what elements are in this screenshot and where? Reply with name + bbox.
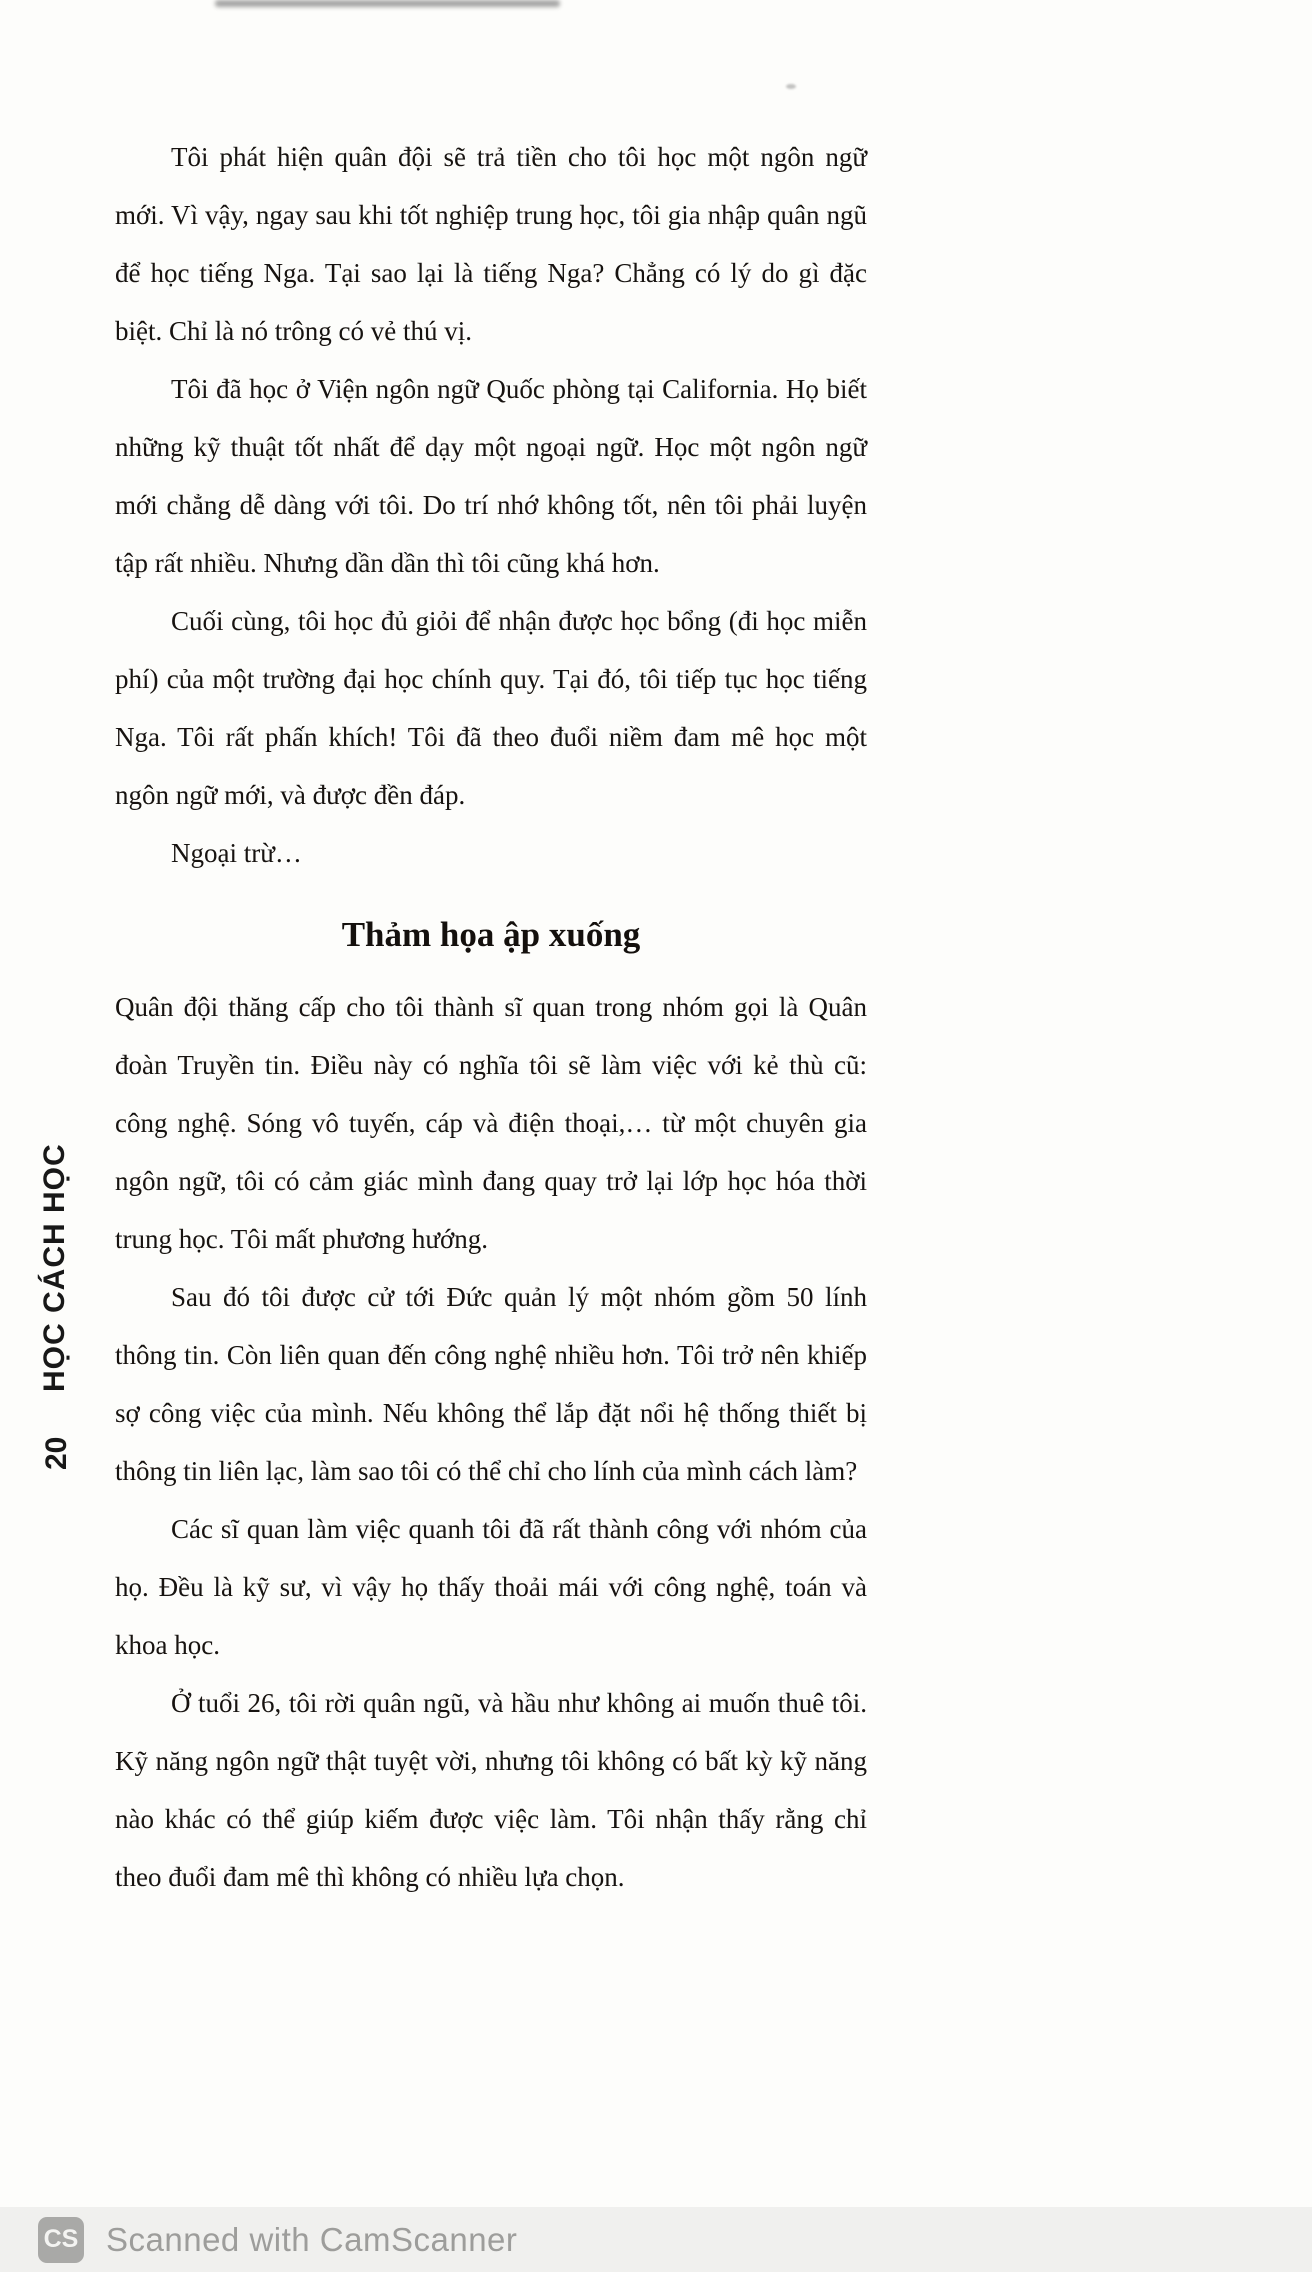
paragraph-section-1: Quân đội thăng cấp cho tôi thành sĩ quan trong nhóm gọi là Quân đoàn Truyền tin. Điều này có nghĩa tôi sẽ làm việc với kẻ thù cũ: công nghệ. Sóng vô tuyến, cáp và điện thoại,… từ một chuyên gia ngôn ngữ, tôi có cảm giác mình đang quay trở lại lớp học hóa thời trung học. Tôi mất phương hướng.: [115, 992, 867, 1254]
scan-artifact-top: [215, 0, 560, 7]
scan-artifact-speck: [786, 84, 796, 89]
paragraph-intro-2: Tôi đã học ở Viện ngôn ngữ Quốc phòng tại California. Họ biết những kỹ thuật tốt nhất để dạy một ngoại ngữ. Học một ngôn ngữ mới chẳng dễ dàng với tôi. Do trí nhớ không tốt, nên tôi phải luyện tập rất nhiều. Nhưng dần dần thì tôi cũng khá hơn.: [115, 374, 867, 578]
paragraph-intro-4: Ngoại trừ…: [171, 838, 302, 868]
camscanner-footer: [0, 2207, 1312, 2272]
section-heading: Thảm họa ập xuống: [341, 915, 641, 954]
page-content: [115, 128, 867, 1906]
paragraph-section-4: Ở tuổi 26, tôi rời quân ngũ, và hầu như không ai muốn thuê tôi. Kỹ năng ngôn ngữ thật tuyệt vời, nhưng tôi không có bất kỳ kỹ năng nào khác có thể giúp kiếm được việc làm. Tôi nhận thấy rằng chỉ theo đuổi đam mê thì không có nhiều lựa chọn.: [115, 1688, 867, 1892]
page-number: 20: [40, 1436, 73, 1470]
paragraph-section-3: Các sĩ quan làm việc quanh tôi đã rất thành công với nhóm của họ. Đều là kỹ sư, vì vậy họ thấy thoải mái với công nghệ, toán và khoa học.: [115, 1514, 867, 1660]
paragraph-intro-1: Tôi phát hiện quân đội sẽ trả tiền cho tôi học một ngôn ngữ mới. Vì vậy, ngay sau khi tốt nghiệp trung học, tôi gia nhập quân ngũ để học tiếng Nga. Tại sao lại là tiếng Nga? Chẳng có lý do gì đặc biệt. Chỉ là nó trông có vẻ thú vị.: [115, 142, 867, 346]
paragraph-intro-3: Cuối cùng, tôi học đủ giỏi để nhận được học bổng (đi học miễn phí) của một trường đại học chính quy. Tại đó, tôi tiếp tục học tiếng Nga. Tôi rất phấn khích! Tôi đã theo đuổi niềm đam mê học một ngôn ngữ mới, và được đền đáp.: [115, 606, 867, 810]
book-title-vertical: HỌC CÁCH HỌC: [38, 1143, 71, 1392]
camscanner-logo-icon: CS: [38, 2217, 84, 2263]
paragraph-section-2: Sau đó tôi được cử tới Đức quản lý một nhóm gồm 50 lính thông tin. Còn liên quan đến công nghệ nhiều hơn. Tôi trở nên khiếp sợ công việc của mình. Nếu không thể lắp đặt nổi hệ thống thiết bị thông tin liên lạc, làm sao tôi có thể chỉ cho lính của mình cách làm?: [115, 1282, 867, 1486]
camscanner-watermark-text: Scanned with CamScanner: [106, 2220, 518, 2258]
